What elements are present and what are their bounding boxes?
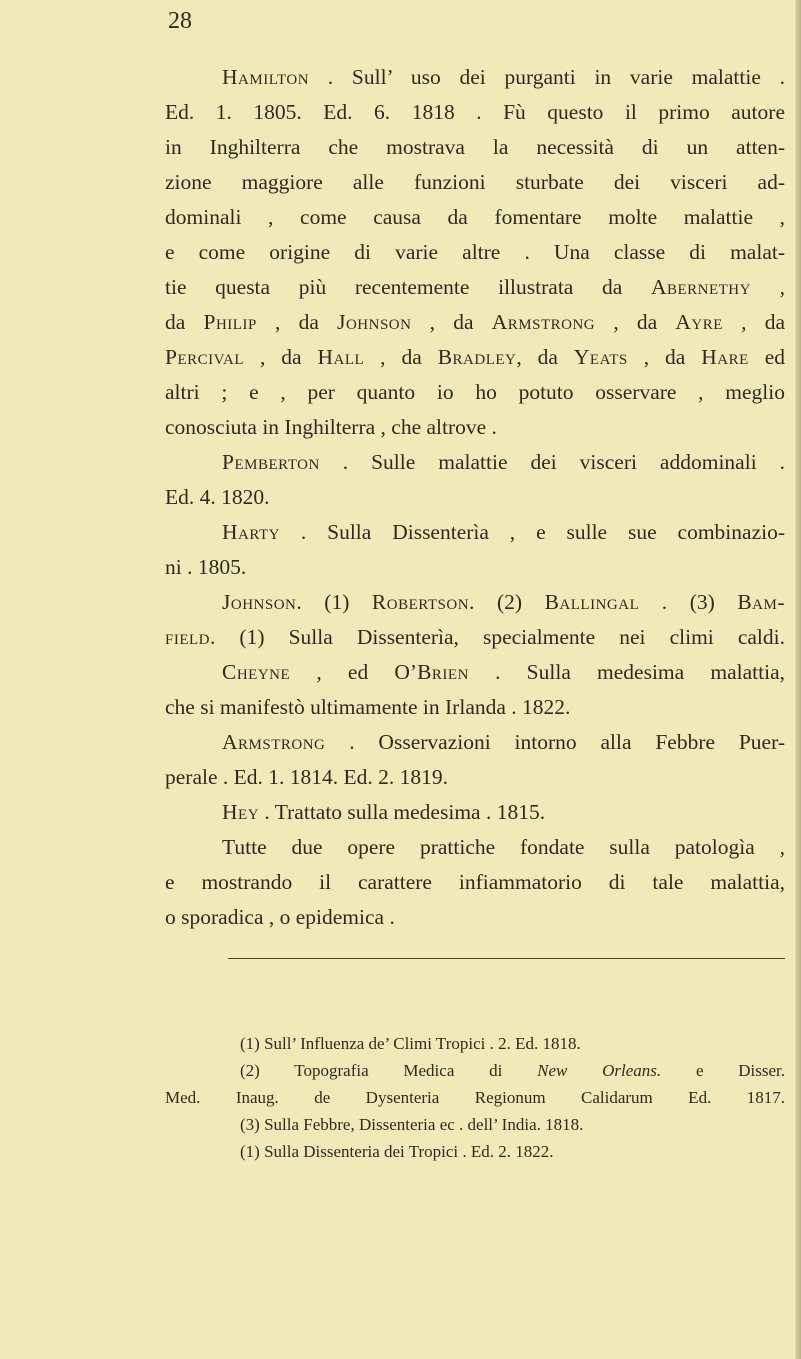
text-segment: (1) Sulla Dissenteria dei Tropici . Ed. 2. 1822. (240, 1142, 554, 1161)
text-line (165, 762, 785, 792)
text-segment: , da (627, 345, 702, 369)
author-name: Abernethy (650, 275, 751, 299)
text-segment: . (3) (639, 590, 738, 614)
text-segment: , da (516, 345, 574, 369)
text-segment: , ed O’ (290, 660, 418, 684)
author-name: Bam- (737, 590, 786, 614)
text-line (165, 202, 785, 232)
text-segment: . Sulle malattie dei visceri addominali . (319, 450, 785, 474)
text-line (222, 587, 785, 617)
page-number: 28 (168, 8, 192, 34)
text-segment: , da (411, 310, 492, 334)
text-segment: e Disser. (661, 1061, 786, 1080)
text-segment: , da (595, 310, 676, 334)
text-segment: e come origine di varie altre . Una classe di malat- (165, 240, 785, 264)
text-segment: perale . Ed. 1. 1814. Ed. 2. 1819. (165, 765, 449, 789)
footnote-divider (228, 958, 785, 959)
author-name: Hare (701, 345, 749, 369)
text-segment: . (1) (296, 590, 372, 614)
author-name: Philip (203, 310, 257, 334)
author-name: Hall (317, 345, 365, 369)
text-segment: (2) Topografia Medica di (240, 1061, 538, 1080)
author-name: Yeats (573, 345, 628, 369)
text-segment: o sporadica , o epidemica . (165, 905, 395, 929)
footnote-line (240, 1114, 785, 1136)
page-edge-shadow (795, 0, 801, 1359)
text-line (222, 727, 785, 757)
text-segment: conosciuta in Inghilterra , che altrove . (165, 415, 497, 439)
text-segment: . Sulla Dissenterìa , e sulle sue combinazio- (279, 520, 785, 544)
text-segment: . Sulla medesima malattia, (468, 660, 786, 684)
text-line (165, 552, 785, 582)
author-name: Armstrong (222, 730, 326, 754)
text-segment: Ed. 4. 1820. (165, 485, 270, 509)
text-segment: in Inghilterra che mostrava la necessità di un atten- (165, 135, 785, 159)
text-line (222, 517, 785, 547)
text-segment: . Osservazioni intorno alla Febbre Puer- (325, 730, 785, 754)
author-name: Brien (417, 660, 469, 684)
text-segment: da (165, 310, 204, 334)
text-segment: (3) Sulla Febbre, Dissenteria ec . dell’ India. 1818. (240, 1115, 584, 1134)
author-name: Ayre (675, 310, 723, 334)
text-segment: . Sull’ uso dei purganti in varie malattie . (309, 65, 785, 89)
text-segment: , da (256, 310, 338, 334)
author-name: Johnson (222, 590, 297, 614)
text-segment: zione maggiore alle funzioni sturbate dei visceri ad- (165, 170, 785, 194)
text-segment: Tutte due opere prattiche fondate sulla patologìa , (222, 835, 785, 859)
text-line (165, 692, 785, 722)
text-line (222, 447, 785, 477)
text-line (222, 832, 785, 862)
text-line (165, 97, 785, 127)
text-segment: Med. Inaug. de Dysenteria Regionum Calidarum Ed. 1817. (165, 1088, 785, 1107)
text-line (222, 797, 785, 827)
text-line (165, 622, 785, 652)
text-line (165, 132, 785, 162)
text-line (165, 237, 785, 267)
text-segment: . Trattato sulla medesima . 1815. (259, 800, 546, 824)
text-line (165, 482, 785, 512)
text-line (222, 62, 785, 92)
author-name: Cheyne (222, 660, 291, 684)
text-line (165, 902, 785, 932)
text-segment: , da (364, 345, 438, 369)
text-line (165, 412, 785, 442)
text-line (165, 167, 785, 197)
text-segment: e mostrando il carattere infiammatorio di tale malattia, (165, 870, 785, 894)
author-name: Hey (222, 800, 260, 824)
text-segment: dominali , come causa da fomentare molte malattie , (165, 205, 785, 229)
author-name: Harty (222, 520, 280, 544)
author-name: Bradley (437, 345, 517, 369)
author-name: Pemberton (222, 450, 320, 474)
text-segment: altri ; e , per quanto io ho potuto osservare , meglio (165, 380, 785, 404)
text-line (165, 272, 785, 302)
author-name: Armstrong (491, 310, 596, 334)
text-line (165, 342, 785, 372)
footnote-line (165, 1087, 785, 1109)
text-segment: , da (722, 310, 786, 334)
footnote-line (240, 1141, 785, 1163)
text-line (165, 377, 785, 407)
text-segment: , da (244, 345, 318, 369)
footnote-line (240, 1060, 785, 1082)
author-name: Ballingal (544, 590, 640, 614)
text-segment: , (750, 275, 785, 299)
author-name: Robertson (371, 590, 470, 614)
author-name: Johnson (337, 310, 412, 334)
text-segment: . (2) (469, 590, 545, 614)
text-segment: Ed. 1. 1805. Ed. 6. 1818 . Fù questo il primo autore (165, 100, 785, 124)
author-name: Percival (165, 345, 245, 369)
text-segment: (1) Sull’ Influenza de’ Climi Tropici . 2. Ed. 1818. (240, 1034, 581, 1053)
text-segment: ni . 1805. (165, 555, 247, 579)
text-segment: ed (748, 345, 786, 369)
text-segment: che si manifestò ultimamente in Irlanda . 1822. (165, 695, 571, 719)
text-segment: . (1) Sulla Dissenterìa, specialmente nei climi caldi. (210, 625, 785, 649)
footnote-line (240, 1033, 785, 1055)
text-line (222, 657, 785, 687)
text-line (165, 307, 785, 337)
author-name: Hamilton (222, 65, 310, 89)
text-segment: tie questa più recentemente illustrata da (165, 275, 651, 299)
text-line (165, 867, 785, 897)
text-segment: New Orleans. (537, 1061, 662, 1080)
author-name: field (165, 625, 210, 649)
